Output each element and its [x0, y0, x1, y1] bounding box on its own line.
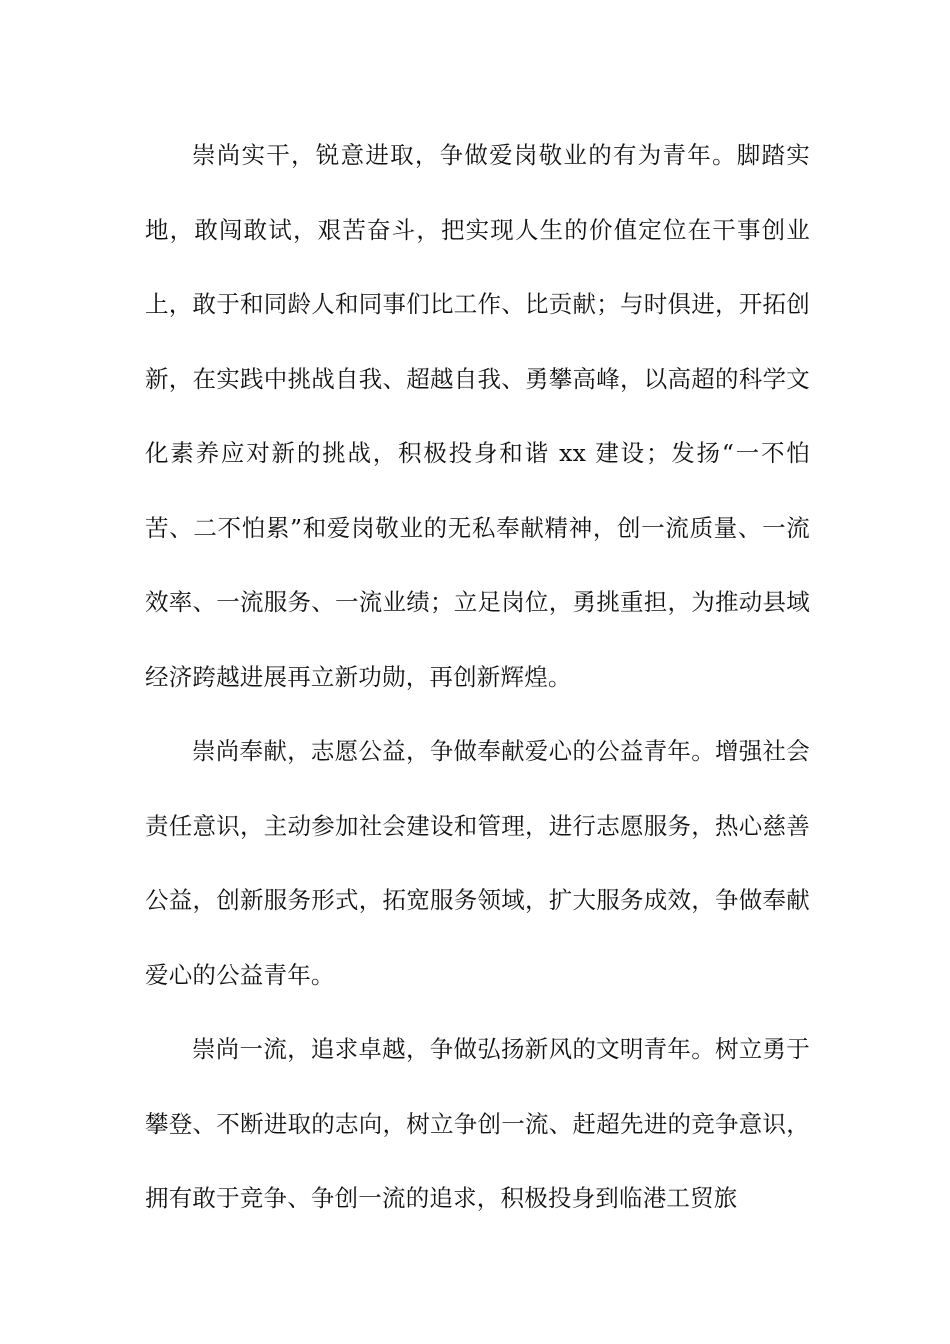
paragraph-pursuit-of-excellence: 崇尚一流，追求卓越，争做弘扬新风的文明青年。树立勇于攀登、不断进取的志向，树立争创一流、赶超先进的竞争意识，拥有敢于竞争、争创一流的追求，积极投身到临港工贸旅	[145, 1035, 810, 1212]
paragraph-volunteer-service: 崇尚奉献，志愿公益，争做奉献爱心的公益青年。增强社会责任意识，主动参加社会建设和管理，进行志愿服务，热心慈善公益，创新服务形式，拓宽服务领域，扩大服务成效，争做奉献爱心的公益青年。	[145, 737, 810, 989]
document-body	[145, 118, 810, 1236]
paragraph-dedication-to-work: 崇尚实干，锐意进取，争做爱岗敬业的有为青年。脚踏实地，敢闯敢试，艰苦奋斗，把实现人生的价值定位在干事创业上，敢于和同龄人和同事们比工作、比贡献；与时俱进，开拓创新，在实践中挑战自我、超越自我、勇攀高峰，以高超的科学文化素养应对新的挑战，积极投身和谐 xx 建设；发扬“一不怕苦、二不怕累”和爱岗敬业的无私奉献精神，创一流质量、一流效率、一流服务、一流业绩；立足岗位，勇挑重担，为推动县域经济跨越进展再立新功勋，再创新辉煌。	[145, 141, 810, 691]
